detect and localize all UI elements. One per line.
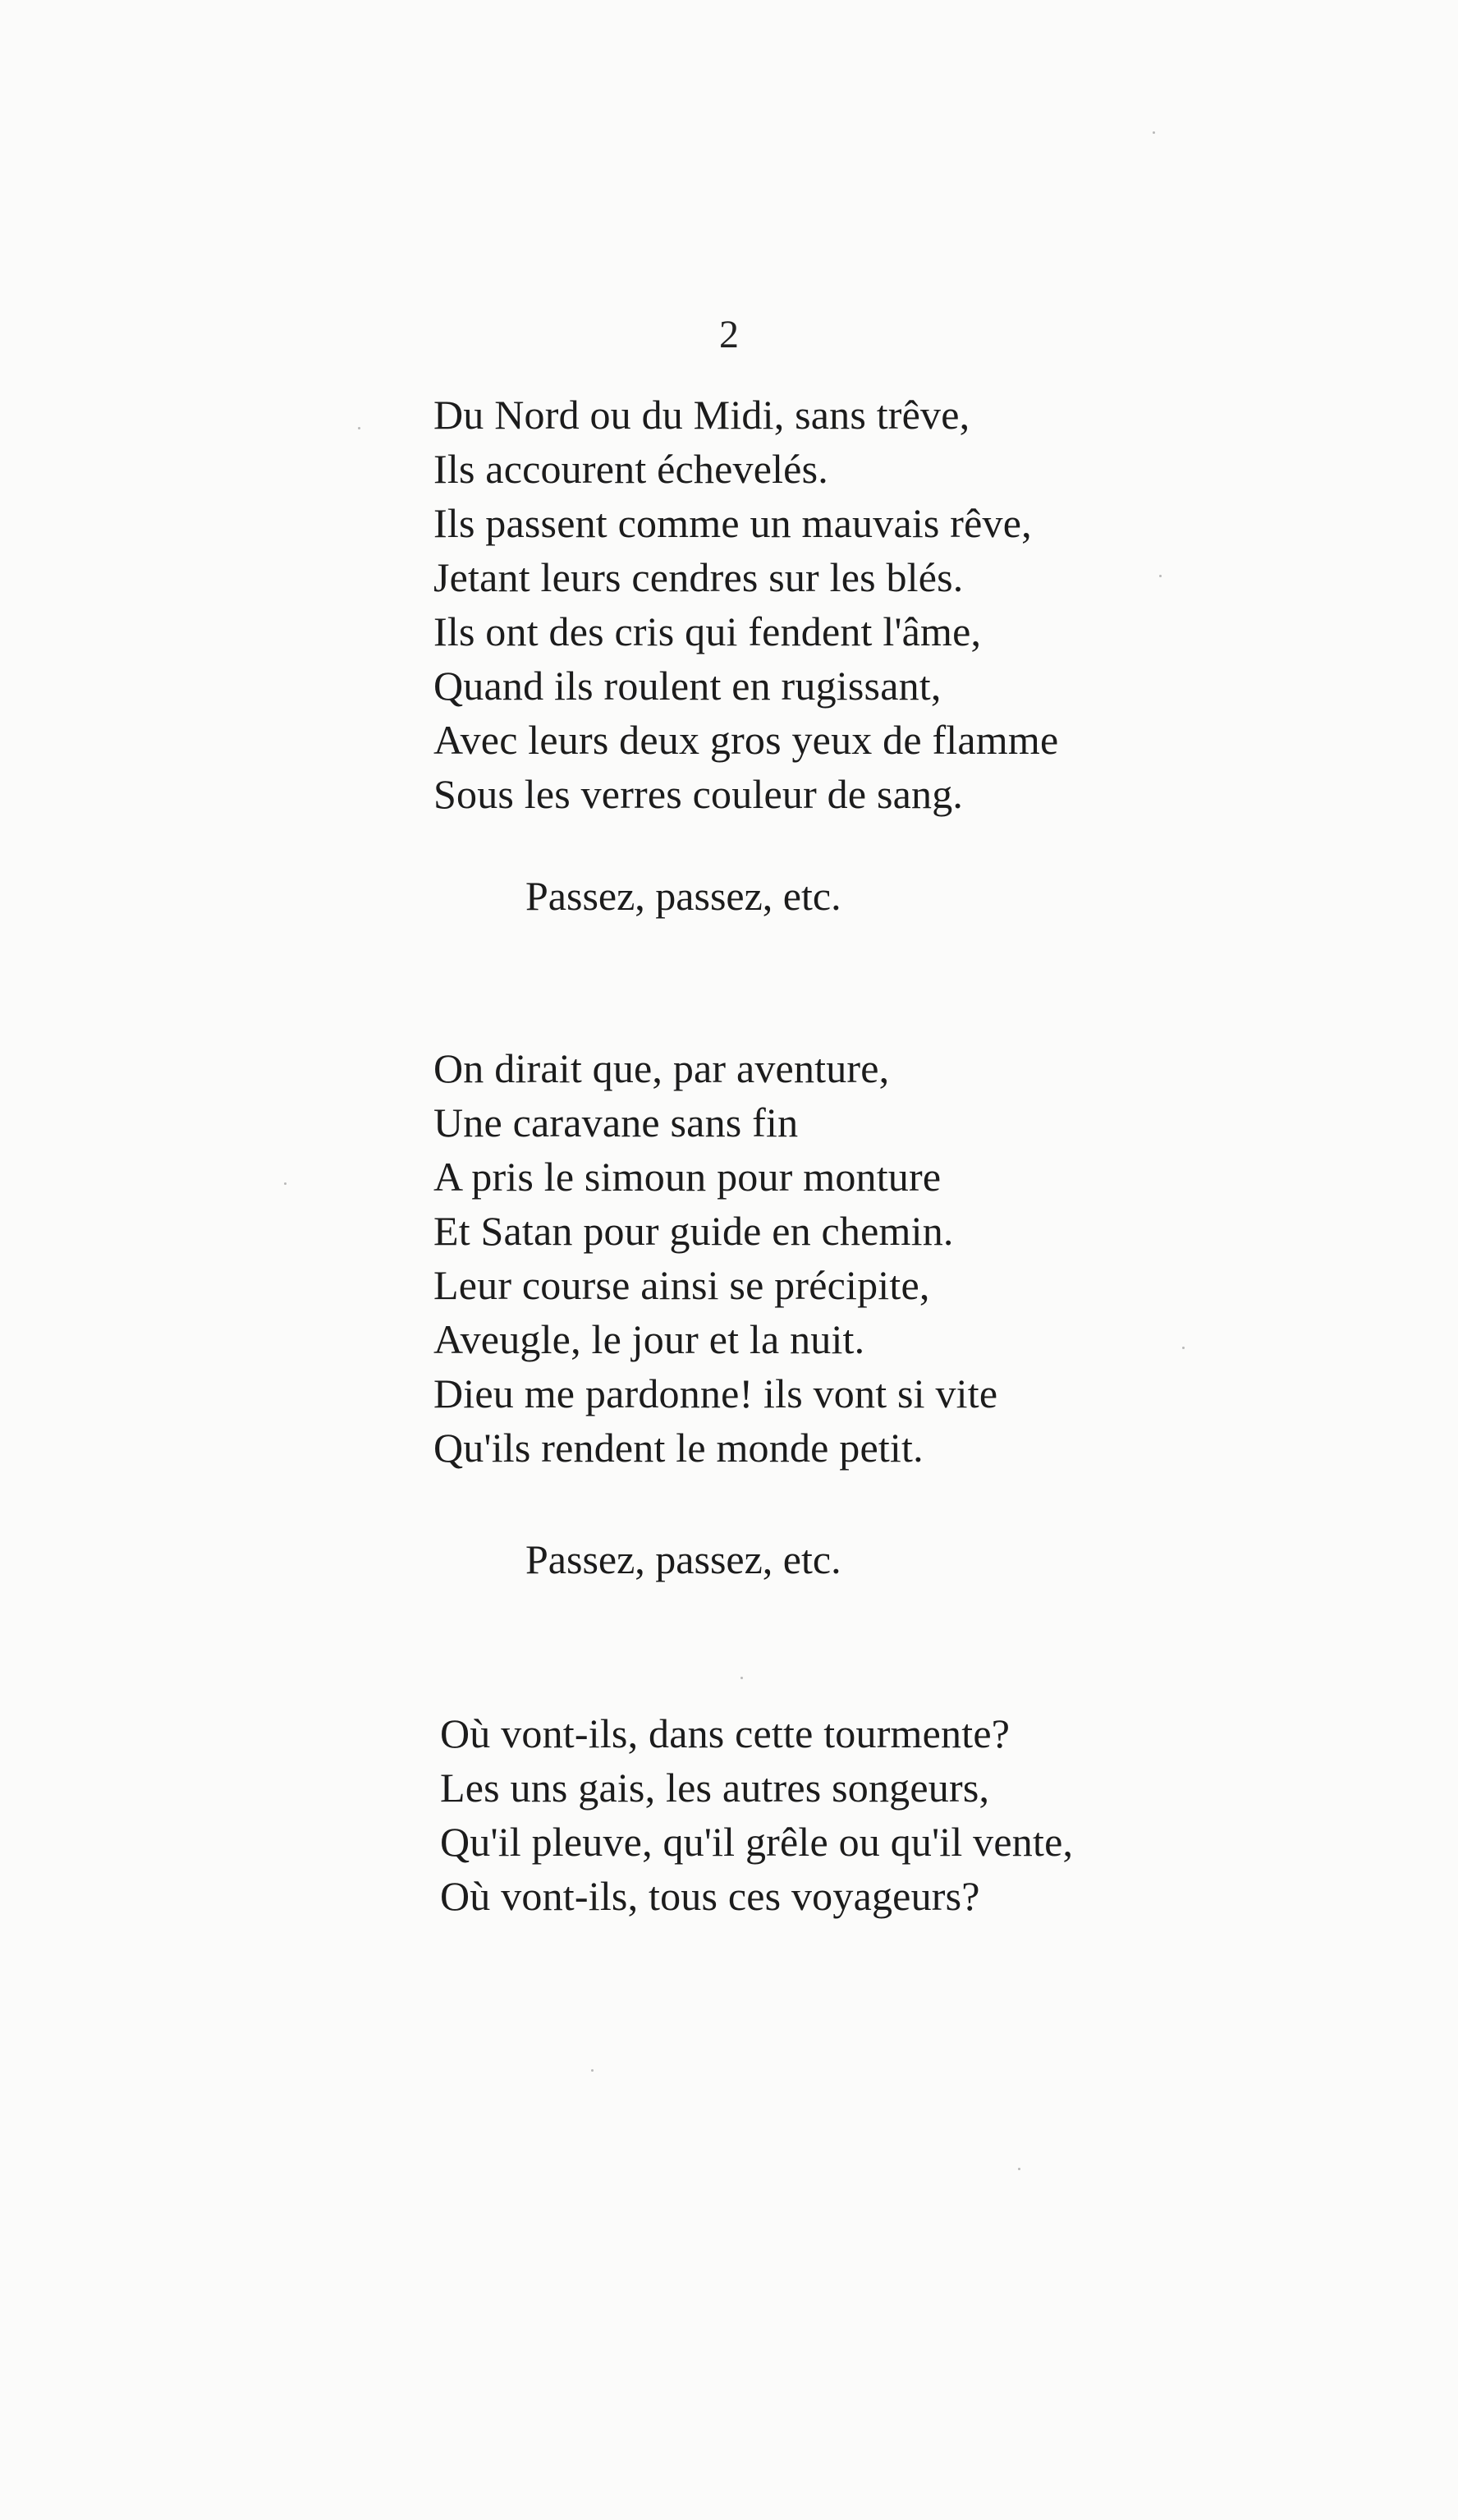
stanza-3 [440, 1706, 1261, 1923]
paper-speck [1018, 2168, 1020, 2170]
refrain-1: Passez, passez, etc. [525, 873, 841, 919]
verse-line: Aveugle, le jour et la nuit. [433, 1316, 865, 1362]
paper-speck [358, 427, 360, 429]
verse-line: On dirait que, par aventure, [433, 1045, 890, 1091]
paper-speck [1153, 131, 1155, 134]
verse-line: Ils accourent échevelés. [433, 446, 828, 492]
paper-speck [740, 1677, 743, 1679]
verse-line: Qu'ils rendent le monde petit. [433, 1425, 924, 1471]
verse-line: Avec leurs deux gros yeux de flamme [433, 717, 1059, 763]
stanza-2 [433, 1041, 1254, 1475]
verse-line: Jetant leurs cendres sur les blés. [433, 554, 964, 600]
stanza-1 [433, 388, 1254, 821]
verse-line: A pris le simoun pour monture [433, 1154, 942, 1200]
verse-line: Ils ont des cris qui fendent l'âme, [433, 608, 982, 654]
verse-line: Leur course ainsi se précipite, [433, 1262, 930, 1308]
verse-line: Qu'il pleuve, qu'il grêle ou qu'il vente, [440, 1819, 1074, 1865]
refrain-2: Passez, passez, etc. [525, 1536, 841, 1582]
paper-speck [1159, 575, 1162, 577]
verse-line: Une caravane sans fin [433, 1099, 799, 1145]
verse-line: Et Satan pour guide en chemin. [433, 1208, 954, 1254]
verse-line: Sous les verres couleur de sang. [433, 771, 964, 817]
verse-line: Où vont-ils, tous ces voyageurs? [440, 1873, 980, 1919]
paper-speck [284, 1182, 287, 1185]
verse-line: Dieu me pardonne! ils vont si vite [433, 1370, 998, 1416]
verse-line: Ils passent comme un mauvais rêve, [433, 500, 1032, 546]
paper-speck [591, 2069, 594, 2072]
page-number: 2 [719, 313, 739, 356]
verse-line: Où vont-ils, dans cette tourmente? [440, 1710, 1011, 1756]
verse-line: Les uns gais, les autres songeurs, [440, 1765, 990, 1811]
verse-line: Du Nord ou du Midi, sans trêve, [433, 392, 970, 438]
paper-speck [1182, 1347, 1185, 1349]
verse-line: Quand ils roulent en rugissant, [433, 663, 942, 709]
